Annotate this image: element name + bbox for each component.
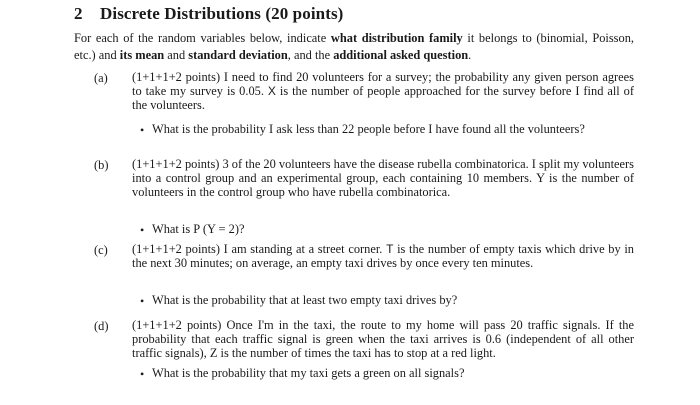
intro-emphasis: additional asked question (333, 48, 469, 62)
bullet-icon: • (140, 123, 145, 137)
item-text-part: is the number of people approached for the survey before I find all of the volunteers. (132, 84, 634, 112)
intro-text: For each of the random variables below, indicate (74, 31, 331, 45)
item-text: (1+1+1+2 points) 3 of the 20 volunteers have the disease rubella combinatorica. I split my volunteers into a control group and an experimental group, each containing 10 members. Y is the number of volunteers in the control group who have rubella combinatorica. (132, 157, 635, 199)
random-variable: X (267, 84, 276, 98)
question-text: What is P (Y = 2)? (152, 222, 245, 236)
bullet-icon: • (140, 223, 145, 237)
intro-text: and (164, 48, 189, 62)
section-title-text: Discrete Distributions (20 points) (100, 4, 344, 23)
intro-text: it belongs to (binomial, Poisson, etc.) and (74, 31, 634, 62)
section-number: 2 (74, 4, 83, 23)
item-label: (c) (94, 243, 108, 257)
item-label: (d) (94, 319, 109, 333)
item-text: (1+1+1+2 points) Once I'm in the taxi, the route to my home will pass 20 traffic signals. If the probability that each traffic signal is green when the taxi arrives is 0.6 (independent of all other traffic signals), Z is the number of times the taxi has to stop at a red light. (132, 318, 634, 360)
question-text: What is the probability that my taxi gets a green on all signals? (152, 366, 465, 380)
intro-emphasis: its mean (119, 48, 165, 62)
intro-emphasis: standard deviation (188, 48, 288, 62)
intro-text: . (468, 48, 472, 62)
item-text-part: is the number of empty taxis which drive by in the next 30 minutes; on average, an empty taxi drives by once every ten minutes. (132, 242, 634, 270)
item-label: (a) (94, 71, 108, 85)
intro-paragraph (74, 30, 634, 64)
bullet-icon: • (140, 294, 145, 308)
question-text: What is the probability that at least two empty taxi drives by? (152, 293, 458, 307)
bullet-icon: • (140, 367, 145, 381)
section-title (74, 4, 343, 24)
item-text (132, 70, 634, 112)
intro-emphasis: what distribution family (330, 31, 463, 45)
random-variable: T (386, 242, 394, 256)
item-text-part: (1+1+1+2 points) I need to find 20 volunteers for a survey; the probability any given person agrees to take my survey is 0.05. (132, 70, 634, 98)
item-label: (b) (94, 158, 109, 172)
item-text (132, 242, 634, 270)
intro-text: , and the (287, 48, 334, 62)
item-text-part: (1+1+1+2 points) I am standing at a street corner. (132, 242, 387, 256)
question-text: What is the probability I ask less than 22 people before I have found all the volunteers? (152, 122, 585, 136)
